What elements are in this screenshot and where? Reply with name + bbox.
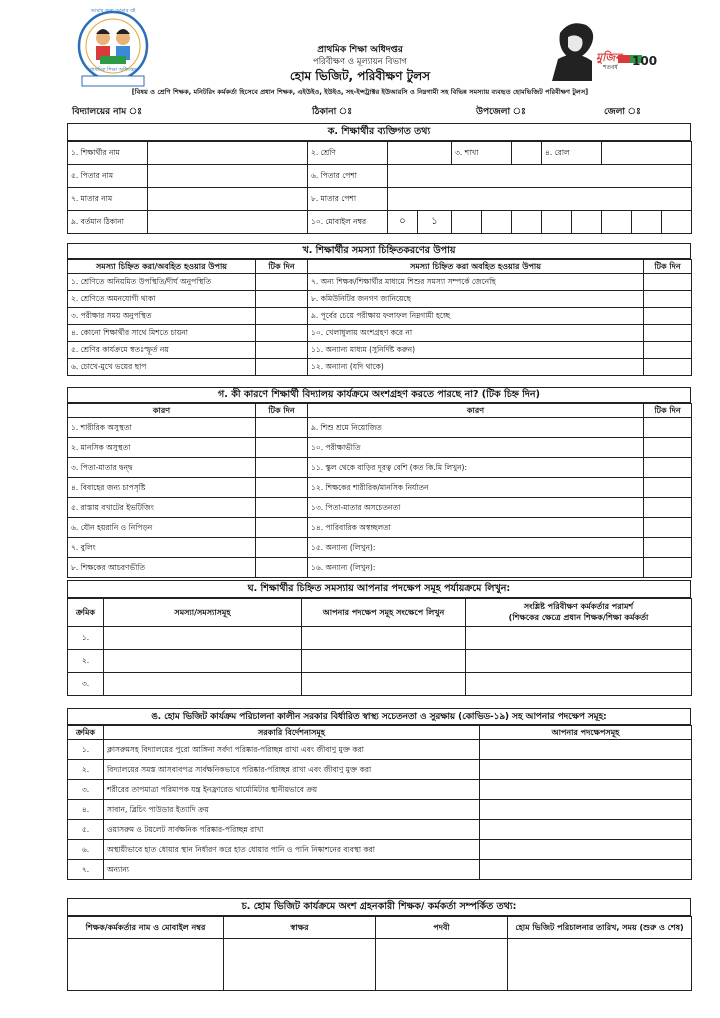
ga-item: ১৩. পিতা-মাতার অসচেতনতা bbox=[308, 498, 644, 518]
ga-item: ১১. স্কুল থেকে বাড়ির দূরত্ব বেশি (কত কি.মি লিখুন): bbox=[308, 458, 644, 478]
class-label: ২. শ্রেণি bbox=[308, 142, 388, 165]
father-name-field[interactable] bbox=[148, 165, 308, 188]
kha-item: ৫. শ্রেণির কার্যক্রমে স্বতঃস্ফূর্ত নয় bbox=[68, 342, 256, 359]
address-label: ঠিকানা ঃ bbox=[312, 107, 352, 117]
father-name-label: ৫. পিতার নাম bbox=[68, 165, 148, 188]
directive-item: ওয়াসরুম ও টয়লেট সার্বক্ষনিক পরিষ্কার-পরিচ্ছন্ন রাখা bbox=[104, 820, 480, 840]
ga-item: ১২. শিক্ষকের শারীরিক/মানসিক নির্যাতন bbox=[308, 478, 644, 498]
section-gha-title: ঘ. শিক্ষার্থীর চিহ্নিত সমস্যায় আপনার পদক্ষেপ সমূহ পর্যায়ক্রমে লিখুন: bbox=[67, 580, 691, 598]
gha-col-steps: আপনার পদক্ষেপ সমূহ সংক্ষেপে লিখুন bbox=[302, 599, 466, 627]
directive-item: অস্থায়ীভাবে হাত ধোয়ার স্থান নির্ধারণ করে হাত ধোয়ার পানি ও পানি নিষ্কাশনের ব্যবস্থা করা bbox=[104, 840, 480, 860]
tick-cell[interactable] bbox=[644, 438, 692, 458]
kha-item: ১১. অন্যান্য মাধ্যম (সুনির্দিষ্ট করুন) bbox=[308, 342, 644, 359]
serial: ৩. bbox=[68, 780, 104, 800]
mobile-digit-box[interactable] bbox=[632, 211, 662, 234]
cha-col-designation: পদবী bbox=[376, 917, 508, 939]
mobile-digit-box[interactable] bbox=[482, 211, 512, 234]
upazila-label: উপজেলা ঃ bbox=[476, 107, 526, 117]
directive-item: অন্যান্য bbox=[104, 860, 480, 880]
page-subtitle: [বিষয় ও শ্রেণি শিক্ষক, মনিটরিং কর্মকর্তা হিসেবে প্রধান শিক্ষক, এইউইও, ইউইও, সহ-ইন্সট্রাক্টর ইউআরসি ও নিম্নগামী সহ বিভিন্ন সমস্যায় ব্যবহৃত হোমভিজিট পরিবীক্ষণ টুলস] bbox=[131, 88, 589, 96]
directive-item: শরীরের তাপমাত্রা পরিমাপক যন্ত্র ইনফ্রারেড থার্মোমিটার স্থানীয়ভাবে ক্রয় bbox=[104, 780, 480, 800]
ga-col-left: কারণ bbox=[68, 404, 256, 418]
uma-col-serial: ক্রমিক bbox=[68, 726, 104, 740]
tick-cell[interactable] bbox=[256, 342, 308, 359]
mother-occupation-field[interactable] bbox=[388, 188, 692, 211]
section-ga-title: গ. কী কারণে শিক্ষার্থী বিদ্যালয় কার্যক্রমে অংশগ্রহণ করতে পারছে না? (টিক চিহ্ন দিন) bbox=[67, 387, 691, 403]
ga-item: ৪. বিবাহের জন্য চাপসৃষ্টি bbox=[68, 478, 256, 498]
problem-identification-table bbox=[67, 259, 692, 376]
header-line2: পরিবীক্ষণ ও মূল্যায়ন বিভাগ bbox=[312, 57, 408, 67]
ga-item: ১. শারীরিক অসুস্থতা bbox=[68, 418, 256, 438]
tick-cell[interactable] bbox=[644, 558, 692, 578]
section-label: ৩. শাখা bbox=[452, 142, 512, 165]
directive-item: বিদ্যালয়ের সমস্ত আসবাবপত্র সার্বক্ষনিকভাবে পরিষ্কার-পরিচ্ছন্ন রাখা এবং জীবাণু মুক্ত করা bbox=[104, 760, 480, 780]
section-uma-title: ঙ. হোম ভিজিট কার্যক্রম পরিচালনা কালীন সরকার বির্ধারিত স্বাস্থ্য সচেতনতা ও সুরক্ষায় (কোভিড-১৯) সহ আপনার পদক্ষেপ সমূহ: bbox=[67, 708, 691, 725]
roll-label: ৪. রোল bbox=[542, 142, 602, 165]
section-cha-title: চ. হোম ভিজিট কার্যক্রমে অংশ গ্রহনকারী শিক্ষক/ কর্মকর্তা সম্পর্কিত তথ্য: bbox=[67, 898, 691, 916]
ga-item: ১৪. পারিবারিক অস্বচ্ছলতা bbox=[308, 518, 644, 538]
kha-item: ১২. অন্যান্য (যদি থাকে) bbox=[308, 359, 644, 376]
designation-field[interactable] bbox=[376, 939, 508, 991]
name-mobile-field[interactable] bbox=[68, 939, 224, 991]
kha-item: ৮. কমিউনিটির জনগণ জানিয়েছে bbox=[308, 291, 644, 308]
tick-cell[interactable] bbox=[256, 458, 308, 478]
problem-field[interactable] bbox=[104, 627, 302, 650]
tick-cell[interactable] bbox=[256, 478, 308, 498]
ga-item: ৭. বুলিং bbox=[68, 538, 256, 558]
serial: ৫. bbox=[68, 820, 104, 840]
mobile-digit-box[interactable] bbox=[542, 211, 572, 234]
kha-col-tick: টিক দিন bbox=[256, 260, 308, 274]
mobile-digit-box[interactable] bbox=[452, 211, 482, 234]
tick-cell[interactable] bbox=[256, 359, 308, 376]
tick-cell[interactable] bbox=[644, 458, 692, 478]
ga-item: ৬. যৌন হয়রানি ও নিপিড়ন bbox=[68, 518, 256, 538]
kha-item: ১০. খেলাধুলায় অংশগ্রহণ করে না bbox=[308, 325, 644, 342]
step-field[interactable] bbox=[480, 840, 692, 860]
advice-field[interactable] bbox=[466, 650, 692, 673]
mobile-digit: ১ bbox=[418, 211, 452, 234]
problem-field[interactable] bbox=[104, 673, 302, 696]
step-field[interactable] bbox=[480, 860, 692, 880]
section-field[interactable] bbox=[512, 142, 542, 165]
section-ka-title: ক. শিক্ষার্থীর ব্যক্তিগত তথ্য bbox=[67, 123, 691, 141]
present-address-field[interactable] bbox=[148, 211, 308, 234]
personal-info-table bbox=[67, 141, 692, 234]
mobile-number-label: ১০. মোবাইল নম্বর bbox=[308, 211, 388, 234]
step-field[interactable] bbox=[480, 780, 692, 800]
mujib-text: মুজিব bbox=[596, 51, 622, 64]
problem-field[interactable] bbox=[104, 650, 302, 673]
tick-cell[interactable] bbox=[256, 291, 308, 308]
directive-item: সাবান, ব্লিচিং পাউডার ইত্যাদি ক্রয় bbox=[104, 800, 480, 820]
advice-field[interactable] bbox=[466, 627, 692, 650]
tick-cell[interactable] bbox=[644, 308, 692, 325]
serial: ২. bbox=[68, 650, 104, 673]
serial: ৭. bbox=[68, 860, 104, 880]
kha-item: ৯. পূর্বের চেয়ে পরীক্ষায় ফলাফল নিম্নগামী হচ্ছে bbox=[308, 308, 644, 325]
serial: ৩. bbox=[68, 673, 104, 696]
cha-col-datetime: হোম ভিজিট পরিচালনার তারিখ, সময় (শুরু ও শেষ) bbox=[508, 917, 692, 939]
hundred-text: 100 bbox=[632, 54, 658, 68]
step-field[interactable] bbox=[480, 740, 692, 760]
tick-cell[interactable] bbox=[256, 498, 308, 518]
tick-cell[interactable] bbox=[644, 359, 692, 376]
cha-col-name: শিক্ষক/কর্মকর্তার নাম ও মোবাইল নম্বর bbox=[68, 917, 224, 939]
section-kha-title: খ. শিক্ষার্থীর সমস্যা চিহ্নিতকরণের উপায় bbox=[67, 243, 691, 259]
signature-field[interactable] bbox=[224, 939, 376, 991]
tick-cell[interactable] bbox=[256, 518, 308, 538]
tick-cell[interactable] bbox=[644, 291, 692, 308]
header-line1: প্রাথমিক শিক্ষা অধিদপ্তর bbox=[317, 45, 403, 55]
participant-info-table bbox=[67, 916, 692, 991]
tick-cell[interactable] bbox=[644, 518, 692, 538]
ga-item: ৯. শিশু শ্রমে নিয়োজিত bbox=[308, 418, 644, 438]
advice-field[interactable] bbox=[466, 673, 692, 696]
tick-cell[interactable] bbox=[256, 274, 308, 291]
page-title: হোম ভিজিট, পরিবীক্ষণ টুলস bbox=[289, 69, 431, 83]
tick-cell[interactable] bbox=[256, 325, 308, 342]
ga-col-tick: টিক দিন bbox=[644, 404, 692, 418]
mother-name-label: ৭. মাতার নাম bbox=[68, 188, 148, 211]
mobile-digit: ০ bbox=[388, 211, 418, 234]
uma-col-steps: আপনার পদক্ষেপসমূহ bbox=[480, 726, 692, 740]
tick-cell[interactable] bbox=[256, 558, 308, 578]
step-field[interactable] bbox=[480, 820, 692, 840]
mobile-digit-box[interactable] bbox=[602, 211, 632, 234]
borsho-text: শতবর্ষ bbox=[603, 64, 618, 71]
steps-field[interactable] bbox=[302, 650, 466, 673]
mobile-digit-box[interactable] bbox=[512, 211, 542, 234]
kha-col-tick: টিক দিন bbox=[644, 260, 692, 274]
logo-left-text: আমার জন্য আমার বই bbox=[90, 8, 136, 14]
gha-col-problems: সমস্যা/সমস্যাসমূহ bbox=[104, 599, 302, 627]
tick-cell[interactable] bbox=[256, 418, 308, 438]
tick-cell[interactable] bbox=[256, 538, 308, 558]
kha-col-right: সমস্যা চিহ্নিত করা অবহিত হওয়ার উপায় bbox=[308, 260, 644, 274]
mother-occupation-label: ৮. মাতার পেশা bbox=[308, 188, 388, 211]
serial: ২. bbox=[68, 760, 104, 780]
tick-cell[interactable] bbox=[256, 308, 308, 325]
father-occupation-field[interactable] bbox=[388, 165, 692, 188]
tick-cell[interactable] bbox=[644, 418, 692, 438]
gha-col-advice-b: (শিক্ষকের ক্ষেত্রে প্রধান শিক্ষক/শিক্ষা কর্মকর্তা bbox=[508, 613, 649, 622]
ga-item: ১৬. অন্যান্য (লিখুন): bbox=[308, 558, 644, 578]
kha-item: ১. শ্রেণিতে অনিয়মিত উপস্থিতি/দীর্ঘ অনুপস্থিতি bbox=[68, 274, 256, 291]
tick-cell[interactable] bbox=[256, 438, 308, 458]
gha-col-advice bbox=[466, 599, 692, 627]
ga-item: ৫. রাস্তায় বখাটের ইভটিজিং bbox=[68, 498, 256, 518]
student-name-label: ১. শিক্ষার্থীর নাম bbox=[68, 142, 148, 165]
steps-field[interactable] bbox=[302, 673, 466, 696]
kha-col-left: সমস্যা চিহ্নিত করা/অবহিত হওয়ার উপায় bbox=[68, 260, 256, 274]
present-address-label: ৯. বর্তমান ঠিকানা bbox=[68, 211, 148, 234]
ga-item: ৩. পিতা-মাতার দ্বন্দ্ব bbox=[68, 458, 256, 478]
gha-col-advice-a: সংশ্লিষ্ট পরিবীক্ষণ কর্মকর্তার পরামর্শ bbox=[523, 602, 634, 611]
steps-field[interactable] bbox=[302, 627, 466, 650]
district-label: জেলা ঃ bbox=[604, 107, 641, 117]
kha-item: ২. শ্রেণিতে অমনযোগী থাকা bbox=[68, 291, 256, 308]
serial: ৪. bbox=[68, 800, 104, 820]
kha-item: ৪. কোনো শিক্ষার্থীর সাথে মিশতে চায়না bbox=[68, 325, 256, 342]
mobile-digit-box[interactable] bbox=[572, 211, 602, 234]
reasons-table bbox=[67, 403, 692, 578]
gha-col-serial: ক্রমিক bbox=[68, 599, 104, 627]
serial: ১. bbox=[68, 627, 104, 650]
health-directives-table bbox=[67, 725, 692, 880]
tick-cell[interactable] bbox=[644, 325, 692, 342]
step-field[interactable] bbox=[480, 800, 692, 820]
ga-item: ২. মানসিক অসুস্থতা bbox=[68, 438, 256, 458]
student-name-field[interactable] bbox=[148, 142, 308, 165]
ga-item: ৮. শিক্ষকের আচরণভীতি bbox=[68, 558, 256, 578]
logo-left-caption: প্রাথমিক শিক্ষা অধিদপ্তর bbox=[89, 67, 137, 73]
uma-col-directives: সরকারি বির্দেশনাসমূহ bbox=[104, 726, 480, 740]
ga-item: ১৫. অন্যান্য (লিখুন): bbox=[308, 538, 644, 558]
father-occupation-label: ৬. পিতার পেশা bbox=[308, 165, 388, 188]
tick-cell[interactable] bbox=[644, 274, 692, 291]
tick-cell[interactable] bbox=[644, 498, 692, 518]
ga-item: ১০. পরীক্ষাভীতি bbox=[308, 438, 644, 458]
serial: ১. bbox=[68, 740, 104, 760]
tick-cell[interactable] bbox=[644, 478, 692, 498]
ga-col-right: কারণ bbox=[308, 404, 644, 418]
ga-col-tick: টিক দিন bbox=[256, 404, 308, 418]
kha-item: ৩. পরীক্ষার সময় অনুপস্থিত bbox=[68, 308, 256, 325]
mobile-digit-box[interactable] bbox=[662, 211, 692, 234]
serial: ৬. bbox=[68, 840, 104, 860]
kha-item: ৭. অন্য শিক্ষক/শিক্ষার্থীর মাধ্যমে শিশুর সমস্যা সম্পর্কে জেনেছি bbox=[308, 274, 644, 291]
step-field[interactable] bbox=[480, 760, 692, 780]
datetime-field[interactable] bbox=[508, 939, 692, 991]
roll-field[interactable] bbox=[602, 142, 692, 165]
cha-col-signature: স্বাক্ষর bbox=[224, 917, 376, 939]
tick-cell[interactable] bbox=[644, 342, 692, 359]
directive-item: ক্লাসরুমসহ বিদ্যালয়ের পুরো আঙ্গিনা সর্বদা পরিষ্কার-পরিচ্ছন্ন রাখা এবং জীবাণু মুক্ত করা bbox=[104, 740, 480, 760]
mother-name-field[interactable] bbox=[148, 188, 308, 211]
tick-cell[interactable] bbox=[644, 538, 692, 558]
school-name-label: বিদ্যালয়ের নাম ঃ bbox=[72, 107, 142, 117]
class-field[interactable] bbox=[388, 142, 452, 165]
steps-table bbox=[67, 598, 692, 696]
kha-item: ৬. চোখে-মুখে ভয়ের ছাপ bbox=[68, 359, 256, 376]
